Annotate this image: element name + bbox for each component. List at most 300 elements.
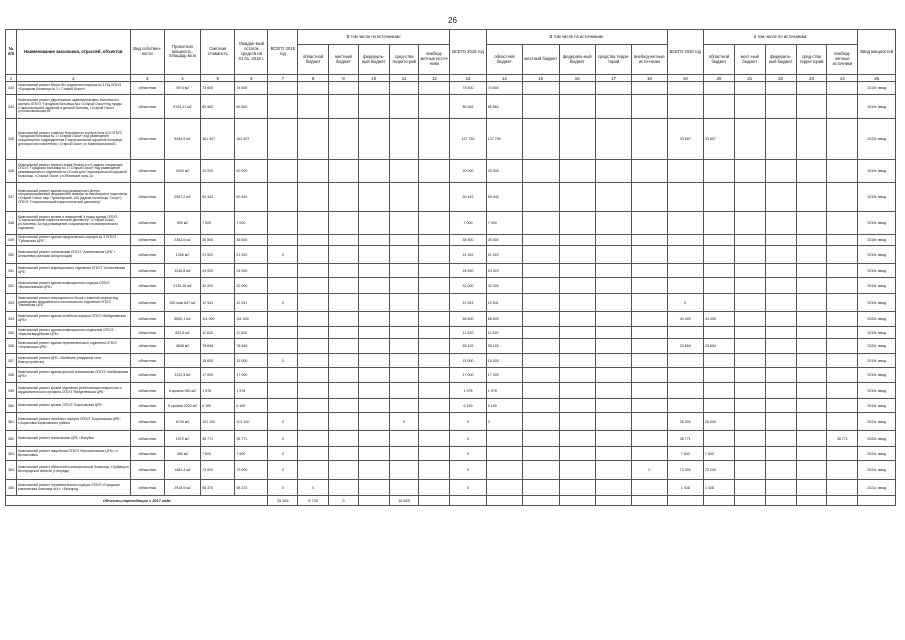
- column-number-cell: 3: [130, 75, 164, 82]
- ownership-cell: областная: [130, 312, 164, 327]
- src-2019-regional-cell: 0: [486, 413, 522, 431]
- table-row: [6, 278, 896, 294]
- header-src-2018-local: местный бюджет: [329, 45, 359, 75]
- capacity-input-cell: 2019г. ввод: [858, 399, 896, 413]
- src-2020-local-cell: [734, 82, 765, 95]
- total-2019-cell: 6 169: [450, 399, 486, 413]
- src-2019-extrabudget-cell: [632, 183, 667, 212]
- src-2018-extrabudget-cell: [419, 413, 450, 431]
- estimate-cell: 101 100: [201, 413, 235, 431]
- src-2018-federal-cell: [358, 480, 389, 496]
- total-2019-cell: 12 541: [450, 294, 486, 312]
- total-2018-cell: 0: [268, 480, 298, 496]
- object-name-cell: Капитальный ремонт блока «Б» родильного корпуса № 2 ПЦ ОГБУЗ «Городская больница № 1 г. Старый Оскол»: [17, 82, 131, 95]
- estimate-cell: 78 846: [201, 339, 235, 354]
- total-2018-cell: 0: [268, 431, 298, 447]
- src-2019-territory-cell: [595, 368, 631, 383]
- ownership-cell: областная: [130, 160, 164, 183]
- src-2019-regional-cell: 6 169: [486, 399, 522, 413]
- total-2018-cell: [268, 95, 298, 119]
- src-2019-territory-cell: [595, 383, 631, 399]
- capacity-cell: 5500,1 м2: [164, 312, 200, 327]
- src-2018-territory-cell: [389, 383, 419, 399]
- object-name-cell: Капитальный ремонт операционного блока с заменой лифтов под размещение межрайонного неонатального отделения ОГБУЗ "Ивнянская ЦРБ": [17, 294, 131, 312]
- src-2018-local-cell: [329, 339, 359, 354]
- total-2020-cell: 38 771: [667, 431, 703, 447]
- total-2018-cell: 0: [268, 447, 298, 461]
- table-row: [6, 413, 896, 431]
- src-2018-federal-cell: [358, 246, 389, 264]
- src-2020-territory-cell: [796, 294, 827, 312]
- total-2018-cell: 0: [268, 354, 298, 368]
- object-name-cell: Капитальный ремонт здания детской поликлиники ОГБУЗ «Шебекинская ЦРБ»: [17, 368, 131, 383]
- src-2020-extrabudget-cell: [827, 246, 858, 264]
- table-row: [6, 95, 896, 119]
- total-row: [6, 496, 896, 506]
- capacity-cell: 1266 м2: [164, 246, 200, 264]
- column-number-cell: 13: [450, 75, 486, 82]
- src-2019-territory-cell: [595, 183, 631, 212]
- src-2019-extrabudget-cell: [632, 354, 667, 368]
- src-2018-local-cell: [329, 183, 359, 212]
- src-2020-extrabudget-cell: [827, 399, 858, 413]
- src-2018-federal-cell: [358, 278, 389, 294]
- capacity-cell: 250 кокк 647 м2: [164, 294, 200, 312]
- src-2019-extrabudget-cell: [632, 119, 667, 160]
- estimate-cell: 74 600: [201, 82, 235, 95]
- total-2019-cell: 0: [450, 413, 486, 431]
- src-2018-local-cell: [329, 413, 359, 431]
- src-2019-federal-cell: [559, 183, 595, 212]
- src-2018-local-cell: [329, 160, 359, 183]
- object-name-cell: Капитальный ремонт здания хирургического корпуса № 3 ОГБУЗ "Губкинская ЦРБ": [17, 235, 131, 246]
- remaining-cell: 111 000: [235, 312, 268, 327]
- src-2019-local-cell: [523, 327, 559, 339]
- src-2020-territory-cell: [796, 119, 827, 160]
- src-2020-regional-cell: [703, 368, 734, 383]
- remaining-cell: 35 500: [235, 235, 268, 246]
- src-2019-territory-cell: [595, 339, 631, 354]
- row-number-cell: 355: [6, 327, 17, 339]
- row-number-cell: 356: [6, 339, 17, 354]
- total-value-cell: [523, 496, 559, 506]
- src-2018-extrabudget-cell: [419, 399, 450, 413]
- remaining-cell: 73 000: [235, 461, 268, 480]
- src-2020-territory-cell: [796, 183, 827, 212]
- src-2020-federal-cell: [765, 368, 796, 383]
- header-src-2020-extrabudget: внебюд-жетные источники: [827, 45, 858, 75]
- table-row: [6, 246, 896, 264]
- table-row: [6, 461, 896, 480]
- capacity-input-cell: 2020г. ввод: [858, 339, 896, 354]
- estimate-cell: 32 000: [201, 278, 235, 294]
- object-name-cell: Капитальный ремонт лечебного корпуса ОГБУЗ "Борисовская ЦРБ", п.Борисовка Борисовского района: [17, 413, 131, 431]
- estimate-cell: 21 922: [201, 246, 235, 264]
- total-2018-cell: [268, 278, 298, 294]
- src-2019-federal-cell: [559, 312, 595, 327]
- estimate-cell: 6 169: [201, 399, 235, 413]
- src-2019-regional-cell: 50 442: [486, 183, 522, 212]
- src-2019-local-cell: [523, 339, 559, 354]
- src-2018-extrabudget-cell: [419, 312, 450, 327]
- src-2019-extrabudget-cell: [632, 264, 667, 278]
- total-2018-cell: [268, 82, 298, 95]
- capacity-input-cell: 2019г. ввод: [858, 82, 896, 95]
- src-2020-federal-cell: [765, 246, 796, 264]
- capacity-cell: 5704,41 м2: [164, 95, 200, 119]
- src-2020-local-cell: [734, 354, 765, 368]
- src-2019-territory-cell: [595, 235, 631, 246]
- src-2019-extrabudget-cell: [632, 235, 667, 246]
- column-number-cell: 18: [632, 75, 667, 82]
- src-2018-federal-cell: [358, 183, 389, 212]
- capacity-cell: [164, 354, 200, 368]
- src-2019-extrabudget-cell: [632, 480, 667, 496]
- object-name-cell: Капитальный ремонт поликлиники ОГБУЗ "Алексеевская ЦРБ" г. Алексеевка (женская консультация): [17, 246, 131, 264]
- src-2018-local-cell: [329, 246, 359, 264]
- remaining-cell: 161 407: [235, 119, 268, 160]
- table-row: [6, 354, 896, 368]
- table-row: [6, 383, 896, 399]
- table-row: [6, 235, 896, 246]
- ownership-cell: областная: [130, 183, 164, 212]
- ownership-cell: областная: [130, 327, 164, 339]
- row-number-cell: 352: [6, 278, 17, 294]
- object-name-cell: Капитальный ремонт здания терапевтического отделения ОГБУЗ «Чернянская ЦРБ»: [17, 339, 131, 354]
- row-number-cell: 347: [6, 183, 17, 212]
- src-2019-territory-cell: [595, 447, 631, 461]
- src-2018-federal-cell: [358, 82, 389, 95]
- total-2019-cell: 0: [450, 447, 486, 461]
- total-2018-cell: 0: [268, 461, 298, 480]
- src-2020-regional-cell: 1 438: [703, 480, 734, 496]
- src-2018-regional-cell: [298, 354, 329, 368]
- remaining-cell: 7 600: [235, 447, 268, 461]
- capacity-cell: 2918,5 м2: [164, 480, 200, 496]
- src-2019-regional-cell: 15 000: [486, 354, 522, 368]
- src-2018-regional-cell: [298, 431, 329, 447]
- src-2018-federal-cell: [358, 119, 389, 160]
- object-name-cell: Капитальный ремонт инфекционного отделения ОГБУЗ "Алексеевская ЦРБ": [17, 264, 131, 278]
- src-2019-federal-cell: [559, 235, 595, 246]
- row-number-cell: 358: [6, 368, 17, 383]
- total-2020-cell: [667, 354, 703, 368]
- src-2018-extrabudget-cell: [419, 480, 450, 496]
- table-row: [6, 447, 896, 461]
- estimate-cell: 11 620: [201, 327, 235, 339]
- src-2018-extrabudget-cell: [419, 246, 450, 264]
- total-value-cell: 8 739: [298, 496, 329, 506]
- ownership-cell: областная: [130, 294, 164, 312]
- src-2020-regional-cell: [703, 183, 734, 212]
- total-value-cell: [734, 496, 765, 506]
- src-2019-territory-cell: [595, 327, 631, 339]
- src-2019-local-cell: [523, 212, 559, 235]
- src-2020-territory-cell: [796, 339, 827, 354]
- src-2018-local-cell: [329, 235, 359, 246]
- estimate-cell: 12 541: [201, 294, 235, 312]
- src-2020-regional-cell: [703, 235, 734, 246]
- table-row: [6, 339, 896, 354]
- remaining-cell: 101 100: [235, 413, 268, 431]
- total-2020-cell: [667, 82, 703, 95]
- src-2019-federal-cell: [559, 264, 595, 278]
- src-2018-regional-cell: [298, 327, 329, 339]
- src-2018-territory-cell: [389, 354, 419, 368]
- capacity-input-cell: 2020г. ввод: [858, 461, 896, 480]
- src-2019-local-cell: [523, 246, 559, 264]
- src-2019-regional-cell: 32 000: [486, 278, 522, 294]
- object-name-cell: Капитальный ремонт кровли отделения реабилитации неврологии и кардиологического профиля ОГБУЗ "Вейделевская ЦРБ": [17, 383, 131, 399]
- src-2019-territory-cell: [595, 399, 631, 413]
- estimate-cell: 50 442: [201, 183, 235, 212]
- row-number-cell: 344: [6, 95, 17, 119]
- total-value-cell: [632, 496, 667, 506]
- src-2018-extrabudget-cell: [419, 383, 450, 399]
- src-2019-regional-cell: 74 600: [486, 82, 522, 95]
- row-number-cell: 364: [6, 461, 17, 480]
- src-2020-federal-cell: [765, 312, 796, 327]
- ownership-cell: областная: [130, 339, 164, 354]
- src-2020-extrabudget-cell: [827, 212, 858, 235]
- header-num: № п/п: [6, 30, 17, 75]
- src-2019-territory-cell: [595, 294, 631, 312]
- src-2020-regional-cell: 33 657: [703, 119, 734, 160]
- total-value-cell: [827, 496, 858, 506]
- total-2020-cell: [667, 95, 703, 119]
- src-2019-local-cell: [523, 480, 559, 496]
- src-2019-local-cell: [523, 461, 559, 480]
- header-src-2018-territory: сред-ства террито-рий: [389, 45, 419, 75]
- ownership-cell: областная: [130, 278, 164, 294]
- src-2020-territory-cell: [796, 413, 827, 431]
- src-2018-local-cell: [329, 294, 359, 312]
- src-2019-regional-cell: 24 920: [486, 264, 522, 278]
- ownership-cell: областная: [130, 413, 164, 431]
- src-2020-regional-cell: [703, 246, 734, 264]
- capacity-cell: 6745 м2: [164, 413, 200, 431]
- src-2019-local-cell: [523, 447, 559, 461]
- src-2020-extrabudget-cell: [827, 82, 858, 95]
- src-2020-territory-cell: [796, 246, 827, 264]
- src-2020-extrabudget-cell: [827, 119, 858, 160]
- header-src-2019-territory: средства терри-торий: [595, 45, 631, 75]
- capacity-input-cell: 2019г. ввод: [858, 368, 896, 383]
- header-total-2020: ВСЕГО 2020 год: [667, 30, 703, 75]
- src-2019-extrabudget-cell: [632, 339, 667, 354]
- src-2019-local-cell: [523, 413, 559, 431]
- object-name-cell: Капитальный ремонт первого этажа блоков А и Б здания стационара ОГБУЗ "Городская больница № 2 г.Старый Оскол" под размещение реанимационного отделения на 12 коек для Старооскольской окружной больницы, г.Старый Оскол, ул.Ублинские горы,1а: [17, 160, 131, 183]
- src-2019-local-cell: [523, 368, 559, 383]
- capacity-input-cell: 2019г. ввод: [858, 294, 896, 312]
- capacity-input-cell: 2019г. ввод: [858, 278, 896, 294]
- src-2018-territory-cell: [389, 312, 419, 327]
- capacity-cell: 2363,6 м2: [164, 235, 200, 246]
- capacity-input-cell: 2019г. ввод: [858, 327, 896, 339]
- capacity-input-cell: 2020г. ввод: [858, 119, 896, 160]
- capacity-cell: 380 м2: [164, 447, 200, 461]
- src-2018-local-cell: [329, 278, 359, 294]
- table-row: [6, 212, 896, 235]
- object-name-cell: Капитальный ремонт ЦРБ, г.Шебекино (наружные сети, благоустройство): [17, 354, 131, 368]
- total-2020-cell: [667, 383, 703, 399]
- total-2018-cell: [268, 368, 298, 383]
- src-2018-extrabudget-cell: [419, 431, 450, 447]
- src-2019-local-cell: [523, 235, 559, 246]
- total-2020-cell: [667, 212, 703, 235]
- header-src-2018-extrabudget: внебюд-жетные источ-ники: [419, 45, 450, 75]
- capacity-cell: 5 кровли 950 м2: [164, 383, 200, 399]
- src-2019-territory-cell: [595, 160, 631, 183]
- capacity-input-cell: 2021г. ввод: [858, 480, 896, 496]
- src-2018-regional-cell: [298, 212, 329, 235]
- total-value-cell: [559, 496, 595, 506]
- table-row: [6, 480, 896, 496]
- ownership-cell: областная: [130, 264, 164, 278]
- src-2020-local-cell: [734, 327, 765, 339]
- src-2019-extrabudget-cell: [632, 413, 667, 431]
- total-value-cell: [667, 496, 703, 506]
- remaining-cell: 6 169: [235, 399, 268, 413]
- total-2020-cell: 1 438: [667, 480, 703, 496]
- src-2018-local-cell: [329, 368, 359, 383]
- src-2018-regional-cell: [298, 95, 329, 119]
- src-2018-regional-cell: [298, 399, 329, 413]
- total-2018-cell: [268, 264, 298, 278]
- src-2018-territory-cell: [389, 183, 419, 212]
- header-total-2018: ВСЕГО 2018 год: [268, 30, 298, 75]
- total-value-cell: [450, 496, 486, 506]
- total-2018-cell: [268, 235, 298, 246]
- src-2018-extrabudget-cell: [419, 339, 450, 354]
- estimate-cell: 38 771: [201, 431, 235, 447]
- total-2020-cell: 7 600: [667, 447, 703, 461]
- remaining-cell: 74 600: [235, 82, 268, 95]
- ownership-cell: областная: [130, 212, 164, 235]
- src-2020-local-cell: [734, 383, 765, 399]
- src-2018-extrabudget-cell: [419, 327, 450, 339]
- total-2018-cell: [268, 183, 298, 212]
- column-number-cell: 16: [559, 75, 595, 82]
- src-2020-regional-cell: [703, 264, 734, 278]
- estimate-cell: 73 000: [201, 461, 235, 480]
- src-2019-extrabudget-cell: [632, 246, 667, 264]
- header-sources-2019: В том числе по источникам:: [486, 30, 667, 45]
- src-2020-local-cell: [734, 480, 765, 496]
- capacity-input-cell: 2020г. ввод: [858, 431, 896, 447]
- row-number-cell: 343: [6, 82, 17, 95]
- src-2018-extrabudget-cell: [419, 294, 450, 312]
- remaining-cell: 12 541: [235, 294, 268, 312]
- capacity-input-cell: 2019г. ввод: [858, 354, 896, 368]
- src-2018-federal-cell: [358, 399, 389, 413]
- src-2020-territory-cell: [796, 399, 827, 413]
- src-2020-territory-cell: [796, 264, 827, 278]
- src-2018-territory-cell: [389, 246, 419, 264]
- capacity-input-cell: 2021г. ввод: [858, 413, 896, 431]
- src-2018-local-cell: [329, 212, 359, 235]
- total-2018-cell: [268, 399, 298, 413]
- capacity-input-cell: 2019г. ввод: [858, 264, 896, 278]
- header-name: Наименование заказчиков, отраслей, объектов: [17, 30, 131, 75]
- src-2019-regional-cell: 7 000: [486, 212, 522, 235]
- total-2019-cell: 1 978: [450, 383, 486, 399]
- header-src-2019-regional: областной бюджет: [486, 45, 522, 75]
- estimate-cell: 15 000: [201, 354, 235, 368]
- table-row: [6, 399, 896, 413]
- src-2018-extrabudget-cell: [419, 235, 450, 246]
- src-2018-federal-cell: [358, 413, 389, 431]
- src-2018-federal-cell: [358, 312, 389, 327]
- src-2018-regional-cell: [298, 246, 329, 264]
- src-2020-regional-cell: [703, 212, 734, 235]
- total-2019-cell: 35 500: [450, 235, 486, 246]
- row-number-cell: 349: [6, 235, 17, 246]
- src-2019-federal-cell: [559, 447, 595, 461]
- src-2020-local-cell: [734, 95, 765, 119]
- object-name-cell: Капитальный ремонт пищеблока ОГБУЗ «Волоконовская ЦРБ», п. Волоконовка: [17, 447, 131, 461]
- src-2019-territory-cell: [595, 246, 631, 264]
- src-2018-regional-cell: [298, 294, 329, 312]
- capacity-cell: 2967,2 м2: [164, 183, 200, 212]
- src-2019-regional-cell: 127 750: [486, 119, 522, 160]
- table-header: [6, 30, 896, 82]
- src-2018-local-cell: [329, 461, 359, 480]
- row-number-cell: 351: [6, 264, 17, 278]
- src-2018-extrabudget-cell: [419, 183, 450, 212]
- ownership-cell: областная: [130, 447, 164, 461]
- total-value-cell: [765, 496, 796, 506]
- total-2019-cell: 0: [450, 480, 486, 496]
- src-2020-federal-cell: [765, 264, 796, 278]
- src-2018-federal-cell: [358, 235, 389, 246]
- src-2020-extrabudget-cell: [827, 294, 858, 312]
- total-2020-cell: 73 000: [667, 461, 703, 480]
- capacity-cell: 2000 м2: [164, 160, 200, 183]
- capacity-input-cell: 2020г. ввод: [858, 447, 896, 461]
- src-2019-territory-cell: [595, 95, 631, 119]
- src-2020-regional-cell: [703, 95, 734, 119]
- src-2018-regional-cell: [298, 413, 329, 431]
- total-2019-cell: 66 600: [450, 312, 486, 327]
- src-2019-federal-cell: [559, 480, 595, 496]
- src-2020-extrabudget-cell: [827, 278, 858, 294]
- capacity-cell: 1245,8 м2: [164, 264, 200, 278]
- src-2020-local-cell: [734, 160, 765, 183]
- src-2019-local-cell: [523, 294, 559, 312]
- estimate-cell: 24 920: [201, 264, 235, 278]
- table-row: [6, 431, 896, 447]
- src-2019-territory-cell: [595, 278, 631, 294]
- total-2020-cell: [667, 183, 703, 212]
- src-2019-federal-cell: [559, 399, 595, 413]
- ownership-cell: областная: [130, 246, 164, 264]
- total-2019-cell: 32 000: [450, 278, 486, 294]
- src-2019-regional-cell: [486, 461, 522, 480]
- src-2019-federal-cell: [559, 246, 595, 264]
- src-2020-territory-cell: [796, 354, 827, 368]
- src-2020-territory-cell: [796, 480, 827, 496]
- src-2020-extrabudget-cell: [827, 264, 858, 278]
- src-2020-federal-cell: [765, 339, 796, 354]
- object-name-cell: Капитальный ремонт здания под размещение Центра специализированной медицинской помощи по психиатрии и наркологии г.Старый Оскол, мкр. Пролетарский, 105 (здание гостиницы "Спорт") ОГБУЗ "Старооскольский наркологический диспансер": [17, 183, 131, 212]
- remaining-cell: 24 920: [235, 264, 268, 278]
- src-2018-territory-cell: [389, 368, 419, 383]
- object-name-cell: Капитальный ремонт двухэтажного административно-больничного корпуса ОГБУЗ "Городская больница №1 г.Старый Оскол"под нужды Старооскольской окружной и детской больниц, г.Старый Оскол, ул.Комсомольская,81: [17, 95, 131, 119]
- src-2018-regional-cell: [298, 160, 329, 183]
- header-total-2019: ВСЕГО 2019 год: [450, 30, 486, 75]
- header-src-2018-regional: областной бюджет: [298, 45, 329, 75]
